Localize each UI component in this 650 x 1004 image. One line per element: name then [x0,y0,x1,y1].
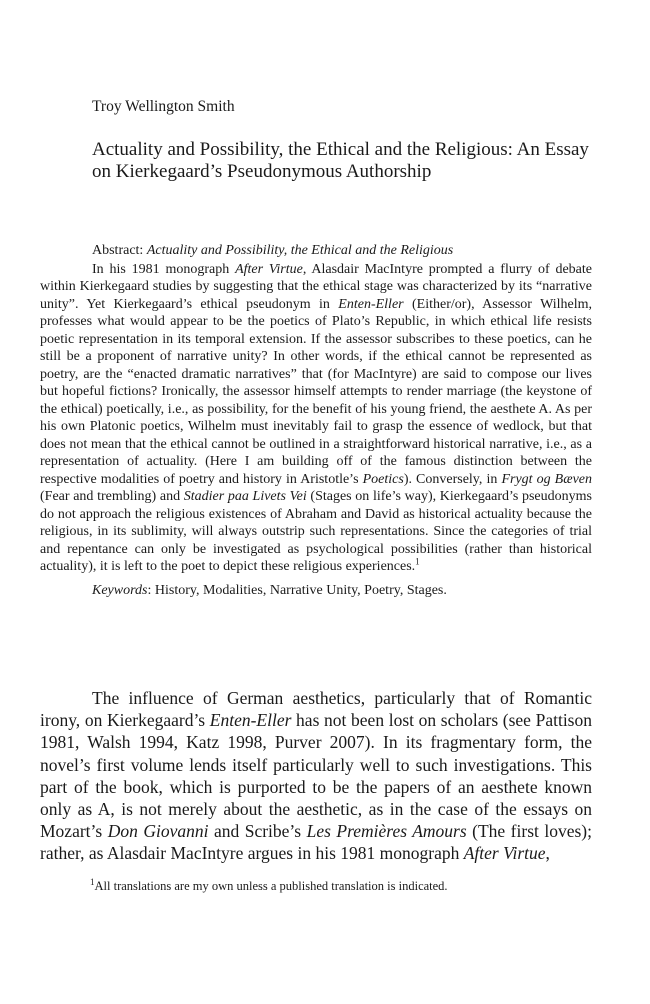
footnote [90,876,590,894]
article-title: Actuality and Possibility, the Ethical and the Religious: An Essay on Kierkegaard’s Pseudonymous Authorship [92,139,589,182]
footnote-text: All translations are my own unless a published translation is indicated. [94,879,448,893]
abstract-heading [40,242,592,260]
keywords-list: : History, Modalities, Narrative Unity, Poetry, Stages. [147,582,447,598]
abstract-text: In his 1981 monograph After Virtue, Alasdair MacIntyre prompted a flurry of debate within Kierkegaard studies by suggesting that the ethical stage was characterized by its “narrative unity”. Yet Kierkegaard’s ethical pseudonym in Enten-Eller (Either/or), Assessor Wilhelm, professes what would appear to be the poetics of Plato’s Republic, in which ethical life resists poetic representation in its temporal extension. If the assessor subscribes to these poetics, can he still be a proponent of narrative unity? In other words, if the ethical cannot be represented as poetry, are the “enacted dramatic narratives” that (for MacIntyre) are said to compose our lives but hopeful fictions? Ironically, the assessor himself attempts to render marriage (the keystone of the ethical) poetically, i.e., as possibility, for the benefit of his young friend, the aesthete A. As per his own Platonic poetics, Wilhelm must inevitably fail to grasp the essence of wedlock, but that does not mean that the ethical cannot be outlined in a straightforward historical narrative, i.e., as a representation of actuality. (Here I am building off of the famous distinction between the respective modalities of poetry and history in Aristotle’s Poetics). Conversely, in Frygt og Bæven (Fear and trembling) and Stadier paa Livets Vei (Stages on life’s way), Kierkegaard’s pseudonyms do not approach the religious existences of Abraham and David as historical actuality because the religious, in its sublimity, will always outstrip such representations. Since the categories of trial and repentance can only be investigated as psychological possibilities (rather than historical actuality), it is left to the poet to depict these religious experiences.$^1$ [40,261,593,574]
keywords-line [40,582,592,600]
keywords-label: Keywords [92,582,148,598]
body-section [40,687,592,865]
abstract-heading-title: Actuality and Possibility, the Ethical and the Religious [146,243,454,258]
author-name: Troy Wellington Smith [92,98,235,115]
footnote-mark: 1 [90,876,95,887]
footnote-reference[interactable]: 1 [415,556,420,567]
body-paragraph: The influence of German aesthetics, particularly that of Romantic irony, on Kierkegaard’s Enten-Eller has not been lost on scholars (see Pattison 1981, Walsh 1994, Katz 1998, Purver 2007). In its fragmentary form, the novel’s first volume lends itself particularly well to such investigations. This part of the book, which is purported to be the papers of an aesthete known only as A, is not merely about the aesthetic, as in the case of the essays on Mozart’s Don Giovanni and Scribe’s Les Premières Amours (The first loves); rather, as Alasdair MacIntyre argues in his 1981 monograph After Virtue, [40,688,592,864]
abstract-section [40,242,592,599]
abstract-label: Abstract: [92,243,147,258]
